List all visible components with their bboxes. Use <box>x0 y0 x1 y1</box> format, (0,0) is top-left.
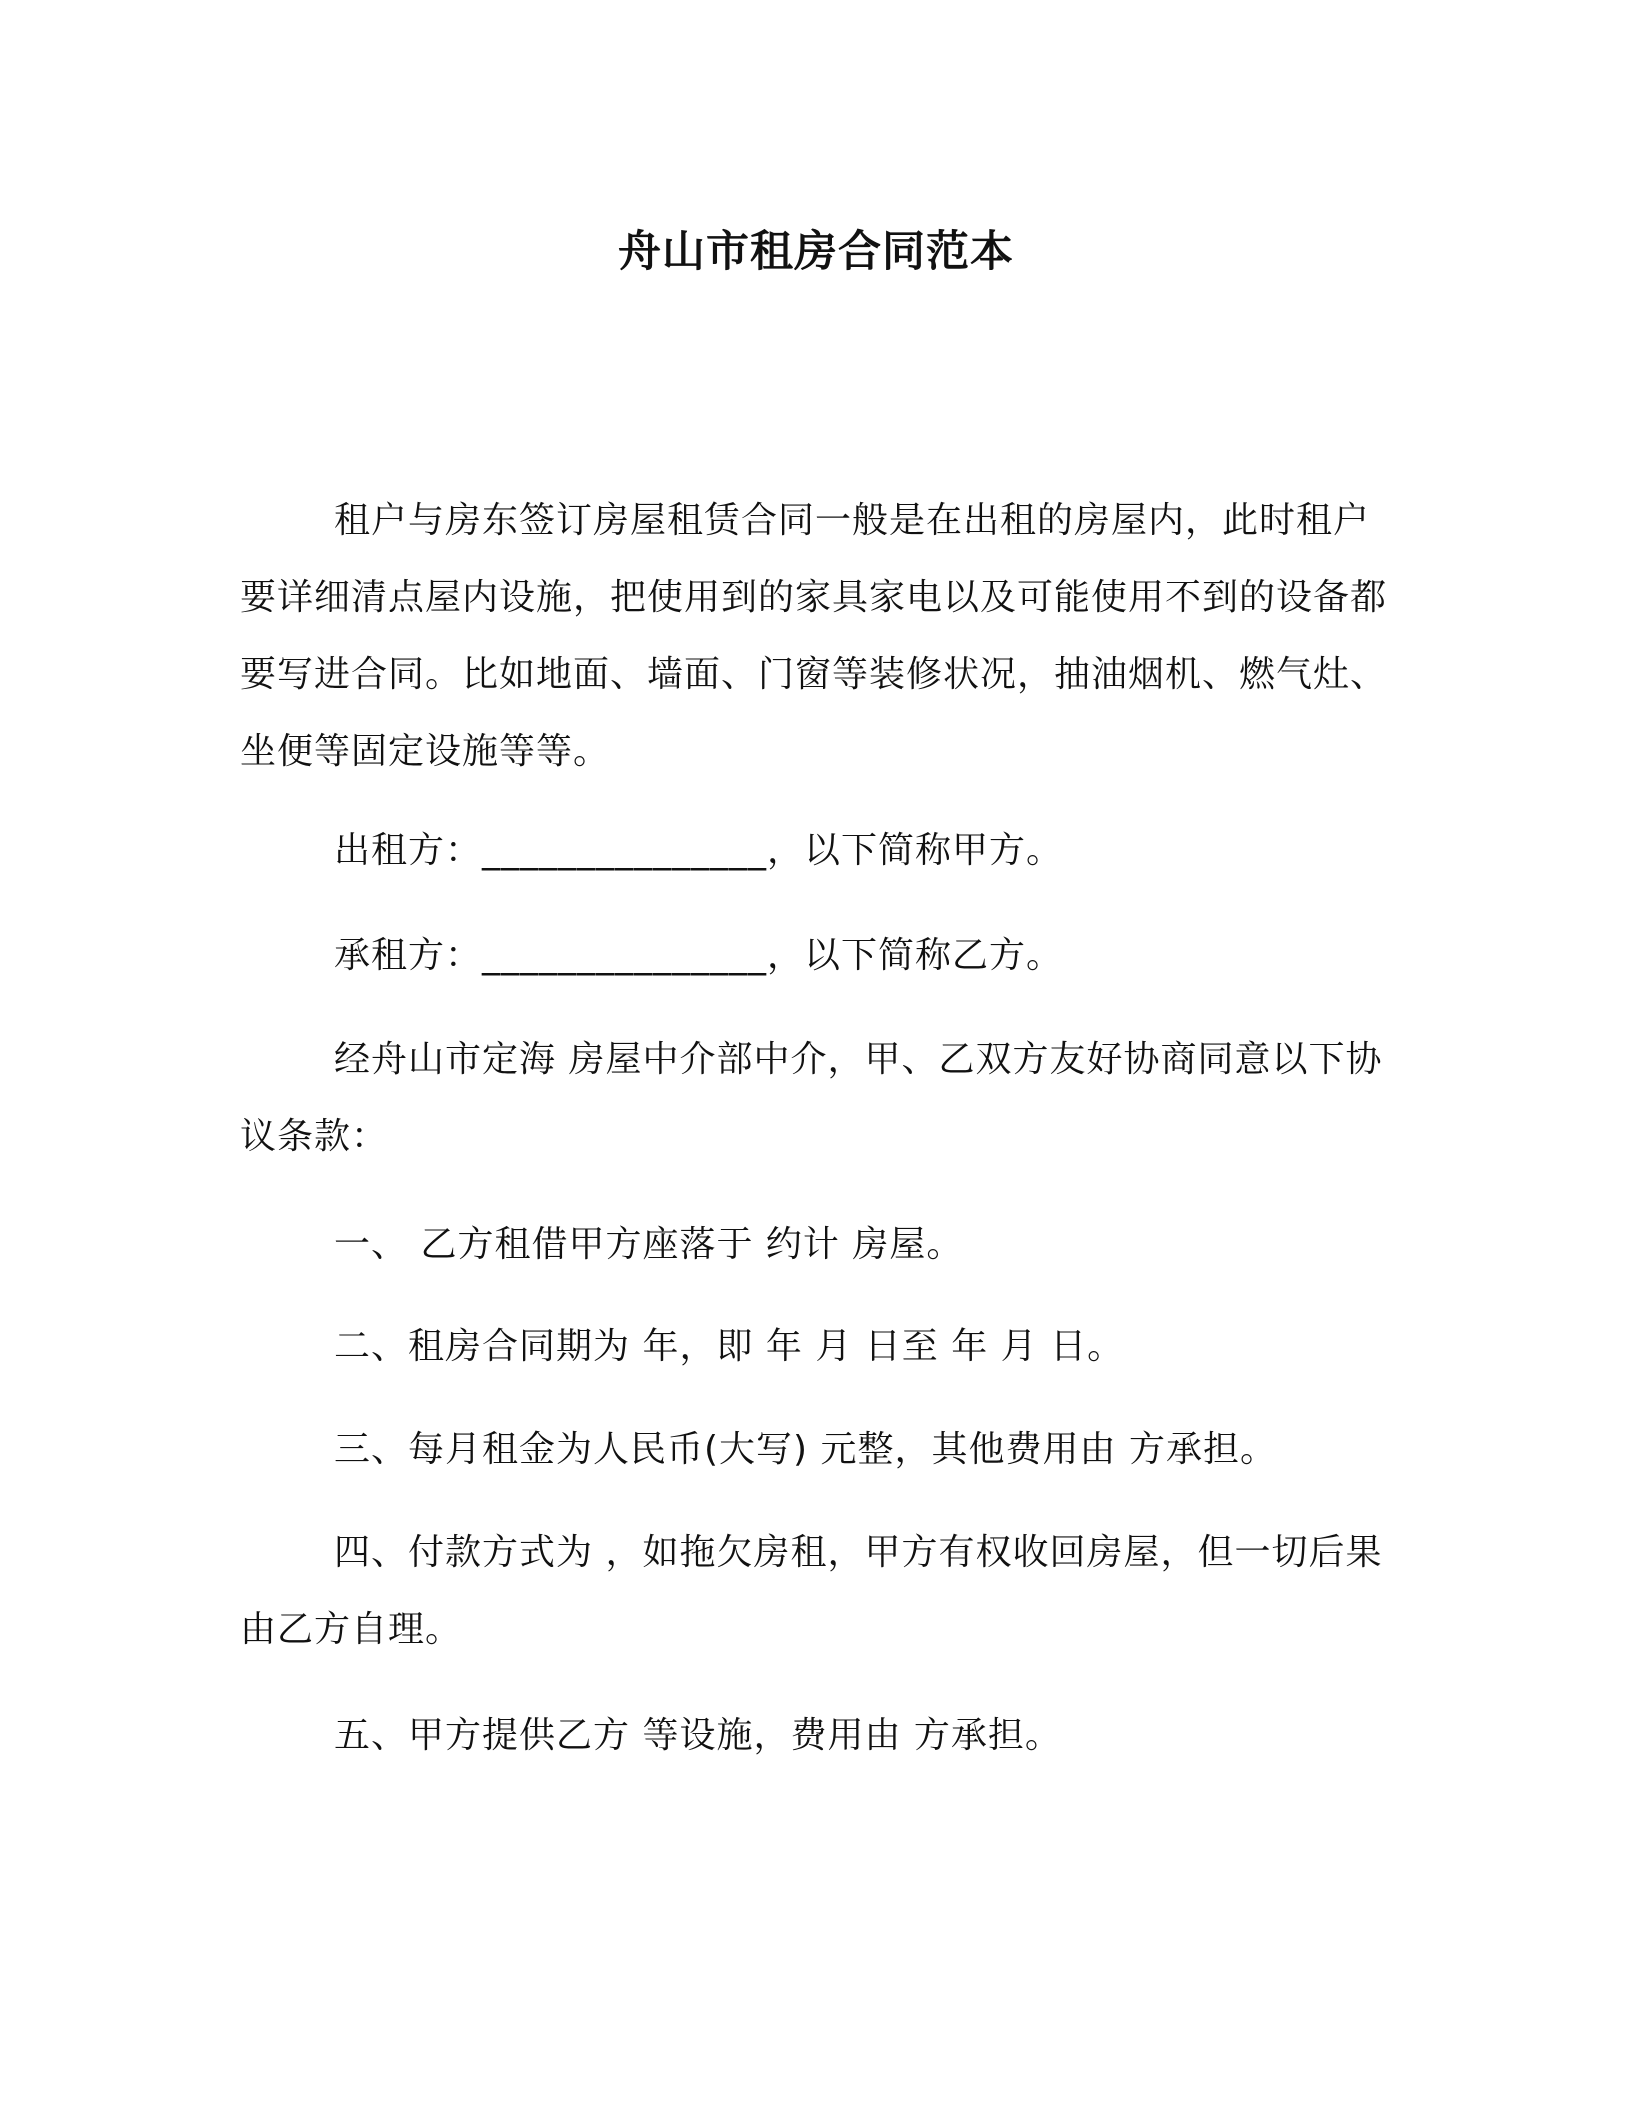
clause-2: 二、租房合同期为 年，即 年 月 日至 年 月 日。 <box>334 1326 1125 1367</box>
lessor-line: 出租方：_______________，以下简称甲方。 <box>334 830 1064 871</box>
clause-4: 四、付款方式为 ，如拖欠房租，甲方有权收回房屋，但一切后果由乙方自理。 <box>240 1532 1383 1650</box>
clause-3: 三、每月租金为人民币(大写) 元整，其他费用由 方承担。 <box>334 1429 1277 1470</box>
intro-paragraph: 租户与房东签订房屋租赁合同一般是在出租的房屋内，此时租户要详细清点屋内设施，把使用到的家具家电以及可能使用不到的设备都要写进合同。比如地面、墙面、门窗等装修状况，抽油烟机、燃气灶、坐便等固定设施等等。 <box>240 500 1388 772</box>
lessee-line: 承租方：_______________，以下简称乙方。 <box>334 935 1064 976</box>
clause-5: 五、甲方提供乙方 等设施，费用由 方承担。 <box>334 1715 1062 1756</box>
agreement-intro-paragraph: 经舟山市定海 房屋中介部中介，甲、乙双方友好协商同意以下协议条款： <box>240 1039 1383 1157</box>
clause-1: 一、 乙方租借甲方座落于 约计 房屋。 <box>334 1224 964 1265</box>
document-title: 舟山市租房合同范本 <box>618 227 1014 277</box>
